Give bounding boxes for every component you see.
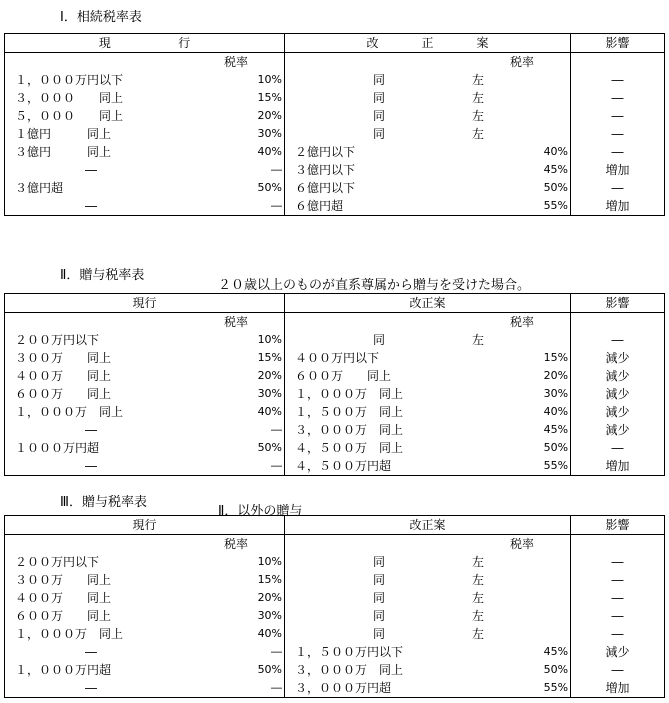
same-char: 同 bbox=[373, 91, 386, 105]
current-bracket: ３，０００ 同上 bbox=[5, 89, 190, 107]
revised-bracket: ４，５００万円超 bbox=[285, 457, 470, 476]
empty-cell bbox=[285, 53, 470, 72]
revised-same-as-left bbox=[285, 607, 571, 625]
impact-cell: 減少 bbox=[571, 349, 665, 367]
same-char: 同 bbox=[373, 627, 386, 641]
header-char: 改 bbox=[366, 36, 379, 50]
current-bracket: ３００万 同上 bbox=[5, 349, 190, 367]
header-row bbox=[5, 294, 665, 313]
left-char: 左 bbox=[472, 333, 485, 347]
table-row bbox=[5, 179, 665, 197]
section3-title: Ⅲ．贈与税率表 bbox=[60, 495, 147, 510]
current-bracket-dash: ― bbox=[5, 679, 190, 698]
revised-same-as-left bbox=[285, 89, 571, 107]
current-bracket: ５，０００ 同上 bbox=[5, 107, 190, 125]
header-revised: 改正案 bbox=[285, 516, 571, 535]
current-rate: ― bbox=[190, 197, 285, 216]
impact-cell: 増加 bbox=[571, 679, 665, 698]
revised-same-as-left bbox=[285, 625, 571, 643]
current-bracket: １，０００万円以下 bbox=[5, 71, 190, 89]
impact-cell: 減少 bbox=[571, 421, 665, 439]
rate-label-row bbox=[5, 53, 665, 72]
current-bracket: １，０００万円超 bbox=[5, 661, 190, 679]
current-rate: ― bbox=[190, 679, 285, 698]
impact-cell: 減少 bbox=[571, 367, 665, 385]
revised-rate: 20% bbox=[470, 367, 571, 385]
same-char: 同 bbox=[373, 333, 386, 347]
impact-cell: 増加 bbox=[571, 457, 665, 476]
left-char: 左 bbox=[472, 609, 485, 623]
same-char: 同 bbox=[373, 109, 386, 123]
revised-rate: 50% bbox=[470, 179, 571, 197]
impact-cell: ― bbox=[571, 571, 665, 589]
impact-cell: ― bbox=[571, 589, 665, 607]
section3-note: Ⅱ．以外の贈与 bbox=[218, 504, 303, 519]
current-bracket: １，０００万 同上 bbox=[5, 403, 190, 421]
revised-rate: 30% bbox=[470, 385, 571, 403]
revised-same-as-left bbox=[285, 553, 571, 571]
same-char: 同 bbox=[373, 127, 386, 141]
current-bracket: １，０００万 同上 bbox=[5, 625, 190, 643]
table-row bbox=[5, 643, 665, 661]
header-revised bbox=[285, 34, 571, 53]
revised-same-as-left bbox=[285, 589, 571, 607]
table-row bbox=[5, 403, 665, 421]
current-rate: 15% bbox=[190, 89, 285, 107]
table-row bbox=[5, 553, 665, 571]
current-rate: 50% bbox=[190, 439, 285, 457]
revised-same-as-left bbox=[285, 571, 571, 589]
left-char: 左 bbox=[472, 573, 485, 587]
current-bracket: ６００万 同上 bbox=[5, 385, 190, 403]
table-row bbox=[5, 589, 665, 607]
current-rate: ― bbox=[190, 457, 285, 476]
table-row bbox=[5, 625, 665, 643]
left-char: 左 bbox=[472, 591, 485, 605]
revised-rate: 40% bbox=[470, 143, 571, 161]
same-text bbox=[285, 589, 570, 607]
rate-label-revised: 税率 bbox=[470, 535, 571, 554]
rate-label-revised: 税率 bbox=[470, 313, 571, 332]
impact-cell: ― bbox=[571, 553, 665, 571]
same-text bbox=[285, 125, 570, 143]
revised-same-as-left bbox=[285, 107, 571, 125]
current-bracket: ２００万円以下 bbox=[5, 331, 190, 349]
same-text bbox=[285, 331, 570, 349]
rate-label-current: 税率 bbox=[190, 53, 285, 72]
current-bracket: ４００万 同上 bbox=[5, 367, 190, 385]
revised-same-as-left bbox=[285, 71, 571, 89]
header-current: 現行 bbox=[5, 516, 285, 535]
impact-cell: 増加 bbox=[571, 161, 665, 179]
current-bracket-dash: ― bbox=[5, 643, 190, 661]
revised-rate: 15% bbox=[470, 349, 571, 367]
impact-cell: ― bbox=[571, 607, 665, 625]
same-char: 同 bbox=[373, 609, 386, 623]
impact-cell: ― bbox=[571, 625, 665, 643]
current-rate: 20% bbox=[190, 589, 285, 607]
header-impact: 影響 bbox=[571, 294, 665, 313]
current-rate: 30% bbox=[190, 125, 285, 143]
empty-cell bbox=[571, 53, 665, 72]
current-bracket: ２００万円以下 bbox=[5, 553, 190, 571]
current-bracket: ３億円 同上 bbox=[5, 143, 190, 161]
current-rate: 30% bbox=[190, 385, 285, 403]
header-char: 現 bbox=[98, 36, 111, 50]
header-impact: 影響 bbox=[571, 34, 665, 53]
current-bracket: ６００万 同上 bbox=[5, 607, 190, 625]
section2-note: ２０歳以上のものが直系尊属から贈与を受けた場合。 bbox=[218, 278, 531, 293]
table-row bbox=[5, 607, 665, 625]
header-char: 行 bbox=[178, 36, 191, 50]
revised-rate: 55% bbox=[470, 197, 571, 216]
empty-cell bbox=[5, 53, 190, 72]
left-char: 左 bbox=[472, 555, 485, 569]
header-revised-text bbox=[285, 34, 570, 52]
revised-rate: 45% bbox=[470, 643, 571, 661]
revised-rate: 50% bbox=[470, 661, 571, 679]
current-bracket: ３億円超 bbox=[5, 179, 190, 197]
revised-rate: 45% bbox=[470, 161, 571, 179]
revised-rate: 50% bbox=[470, 439, 571, 457]
current-rate: 10% bbox=[190, 553, 285, 571]
rate-label-current: 税率 bbox=[190, 313, 285, 332]
left-char: 左 bbox=[472, 91, 485, 105]
same-text bbox=[285, 71, 570, 89]
current-rate: 10% bbox=[190, 71, 285, 89]
current-bracket: ４００万 同上 bbox=[5, 589, 190, 607]
current-rate: ― bbox=[190, 161, 285, 179]
current-bracket-dash: ― bbox=[5, 421, 190, 439]
impact-cell: ― bbox=[571, 661, 665, 679]
header-revised: 改正案 bbox=[285, 294, 571, 313]
current-bracket: ３００万 同上 bbox=[5, 571, 190, 589]
current-rate: ― bbox=[190, 643, 285, 661]
impact-cell: 減少 bbox=[571, 643, 665, 661]
revised-rate: 45% bbox=[470, 421, 571, 439]
revised-bracket: ６億円超 bbox=[285, 197, 470, 216]
current-rate: 15% bbox=[190, 349, 285, 367]
revised-bracket: １，５００万円以下 bbox=[295, 645, 404, 659]
rate-label-row bbox=[5, 313, 665, 332]
header-current-text bbox=[5, 34, 284, 52]
current-rate: 30% bbox=[190, 607, 285, 625]
header-current bbox=[5, 34, 285, 53]
rate-label-current: 税率 bbox=[190, 535, 285, 554]
table-row bbox=[5, 89, 665, 107]
current-rate: 40% bbox=[190, 403, 285, 421]
empty-cell bbox=[285, 535, 470, 554]
header-row bbox=[5, 516, 665, 535]
current-rate: 40% bbox=[190, 143, 285, 161]
revised-bracket: １，５００万 同上 bbox=[295, 405, 404, 419]
revised-bracket: ３，０００万円超 bbox=[285, 679, 470, 698]
rate-label-revised: 税率 bbox=[470, 53, 571, 72]
table-row bbox=[5, 71, 665, 89]
section2-title: Ⅱ．贈与税率表 bbox=[60, 268, 145, 283]
current-rate: 15% bbox=[190, 571, 285, 589]
impact-cell: ― bbox=[571, 439, 665, 457]
current-rate: 50% bbox=[190, 179, 285, 197]
revised-rate: 55% bbox=[470, 457, 571, 476]
impact-cell: ― bbox=[571, 125, 665, 143]
table-row bbox=[5, 457, 665, 476]
revised-bracket: ２億円以下 bbox=[295, 145, 356, 159]
empty-cell bbox=[5, 313, 190, 332]
impact-cell: ― bbox=[571, 179, 665, 197]
left-char: 左 bbox=[472, 627, 485, 641]
same-char: 同 bbox=[373, 73, 386, 87]
revised-same-as-left bbox=[285, 331, 571, 349]
impact-cell: 減少 bbox=[571, 403, 665, 421]
table-row bbox=[5, 439, 665, 457]
revised-same-as-left bbox=[285, 125, 571, 143]
table-row bbox=[5, 385, 665, 403]
same-char: 同 bbox=[373, 555, 386, 569]
current-bracket-dash: ― bbox=[5, 197, 190, 216]
revised-bracket: ６億円以下 bbox=[295, 181, 356, 195]
current-bracket-dash: ― bbox=[5, 161, 190, 179]
revised-rate: 55% bbox=[470, 679, 571, 698]
table-row bbox=[5, 421, 665, 439]
gift-tax-table-general bbox=[4, 515, 665, 698]
empty-cell bbox=[5, 535, 190, 554]
table-row bbox=[5, 107, 665, 125]
table-row bbox=[5, 367, 665, 385]
current-bracket-dash: ― bbox=[5, 457, 190, 476]
current-rate: 10% bbox=[190, 331, 285, 349]
same-text bbox=[285, 625, 570, 643]
table-row bbox=[5, 571, 665, 589]
table-row bbox=[5, 661, 665, 679]
impact-cell: ― bbox=[571, 143, 665, 161]
current-rate: 50% bbox=[190, 661, 285, 679]
revised-bracket: ３，０００万 同上 bbox=[295, 423, 404, 437]
same-char: 同 bbox=[373, 591, 386, 605]
revised-rate: 40% bbox=[470, 403, 571, 421]
same-text bbox=[285, 553, 570, 571]
revised-bracket: ３億円以下 bbox=[295, 163, 356, 177]
header-char: 案 bbox=[476, 36, 489, 50]
revised-bracket: １，０００万 同上 bbox=[295, 387, 404, 401]
revised-bracket: ４，５００万 同上 bbox=[295, 441, 404, 455]
impact-cell: 減少 bbox=[571, 385, 665, 403]
empty-cell bbox=[285, 313, 470, 332]
same-char: 同 bbox=[373, 573, 386, 587]
same-text bbox=[285, 107, 570, 125]
table-row bbox=[5, 161, 665, 179]
impact-cell: ― bbox=[571, 107, 665, 125]
header-impact: 影響 bbox=[571, 516, 665, 535]
same-text bbox=[285, 89, 570, 107]
table-row bbox=[5, 197, 665, 216]
current-rate: ― bbox=[190, 421, 285, 439]
impact-cell: ― bbox=[571, 331, 665, 349]
current-rate: 20% bbox=[190, 367, 285, 385]
current-bracket: １億円 同上 bbox=[5, 125, 190, 143]
table-row bbox=[5, 331, 665, 349]
table-row bbox=[5, 143, 665, 161]
empty-cell bbox=[571, 535, 665, 554]
current-rate: 20% bbox=[190, 107, 285, 125]
impact-cell: ― bbox=[571, 89, 665, 107]
current-rate: 40% bbox=[190, 625, 285, 643]
revised-bracket: ４００万円以下 bbox=[295, 351, 380, 365]
section1-title: Ⅰ．相続税率表 bbox=[60, 10, 142, 25]
header-char: 正 bbox=[421, 36, 434, 50]
current-bracket: １０００万円超 bbox=[5, 439, 190, 457]
table-row bbox=[5, 679, 665, 698]
left-char: 左 bbox=[472, 73, 485, 87]
table-row bbox=[5, 125, 665, 143]
rate-label-row bbox=[5, 535, 665, 554]
header-current: 現行 bbox=[5, 294, 285, 313]
same-text bbox=[285, 571, 570, 589]
revised-bracket: ３，０００万 同上 bbox=[295, 663, 404, 677]
inheritance-tax-table bbox=[4, 33, 665, 216]
impact-cell: 増加 bbox=[571, 197, 665, 216]
left-char: 左 bbox=[472, 127, 485, 141]
header-row bbox=[5, 34, 665, 53]
impact-cell: ― bbox=[571, 71, 665, 89]
same-text bbox=[285, 607, 570, 625]
gift-tax-table-lineal bbox=[4, 293, 665, 476]
table-row bbox=[5, 349, 665, 367]
empty-cell bbox=[571, 313, 665, 332]
left-char: 左 bbox=[472, 109, 485, 123]
revised-bracket: ６００万 同上 bbox=[295, 369, 392, 383]
